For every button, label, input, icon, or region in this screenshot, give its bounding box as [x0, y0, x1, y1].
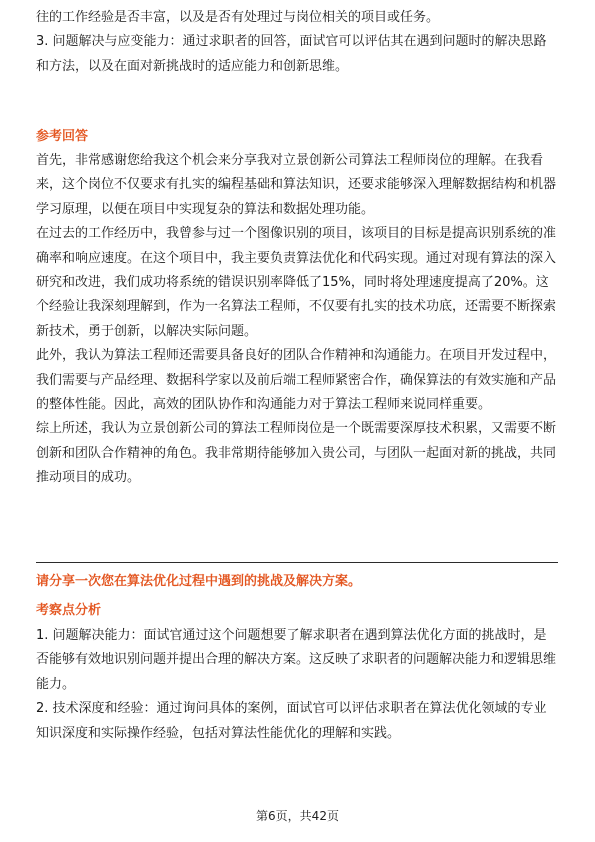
- reference-answer-heading: 参考回答: [36, 129, 89, 144]
- reference-answer-body: [36, 149, 558, 491]
- analysis-item-2: 2. 技术深度和经验：通过询问具体的案例，面试官可以评估求职者在算法优化领域的专业知识深度和实际操作经验，包括对算法性能优化的理解和实践。: [36, 701, 547, 741]
- question-title: 请分享一次您在算法优化过程中遇到的挑战及解决方案。: [36, 574, 362, 589]
- analysis-list: [36, 624, 558, 746]
- answer-paragraph-4: 综上所述，我认为立景创新公司的算法工程师岗位是一个既需要深厚技术积累，又需要不断创新和团队合作精神的角色。我非常期待能够加入贵公司，与团队一起面对新的挑战，共同推动项目的成功。: [36, 421, 557, 486]
- analysis-heading: 考察点分析: [36, 603, 102, 618]
- previous-analysis-continuation: [36, 6, 558, 79]
- analysis-item-3: 3. 问题解决与应变能力：通过求职者的回答，面试官可以评估其在遇到问题时的解决思路和方法，以及在面对新挑战时的适应能力和创新思维。: [36, 34, 547, 74]
- answer-paragraph-3: 此外，我认为算法工程师还需要具备良好的团队合作精神和沟通能力。在项目开发过程中，我们需要与产品经理、数据科学家以及前后端工程师紧密合作，确保算法的有效实施和产品的整体性能。因此，高效的团队协作和沟通能力对于算法工程师来说同样重要。: [36, 348, 557, 413]
- answer-paragraph-1: 首先，非常感谢您给我这个机会来分享我对立景创新公司算法工程师岗位的理解。在我看来，这个岗位不仅要求有扎实的编程基础和算法知识，还要求能够深入理解数据结构和机器学习原理，以便在项目中实现复杂的算法和数据处理功能。: [36, 153, 557, 217]
- analysis-continuation-text: 往的工作经验是否丰富，以及是否有处理过与岗位相关的项目或任务。: [36, 10, 440, 25]
- analysis-item-1: 1. 问题解决能力：面试官通过这个问题想要了解求职者在遇到算法优化方面的挑战时，是否能够有效地识别问题并提出合理的解决方案。这反映了求职者的问题解决能力和逻辑思维能力。: [36, 628, 557, 692]
- section-divider: [36, 562, 558, 563]
- page-number: 第6页，共42页: [256, 809, 339, 823]
- answer-paragraph-2: 在过去的工作经历中，我曾参与过一个图像识别的项目，该项目的目标是提高识别系统的准确率和响应速度。在这个项目中，我主要负责算法优化和代码实现。通过对现有算法的深入研究和改进，我们成功将系统的错误识别率降低了15%，同时将处理速度提高了20%。这个经验让我深刻理解到，作为一名算法工程师，不仅要有扎实的技术功底，还需要不断探索新技术，勇于创新，以解决实际问题。: [36, 226, 557, 339]
